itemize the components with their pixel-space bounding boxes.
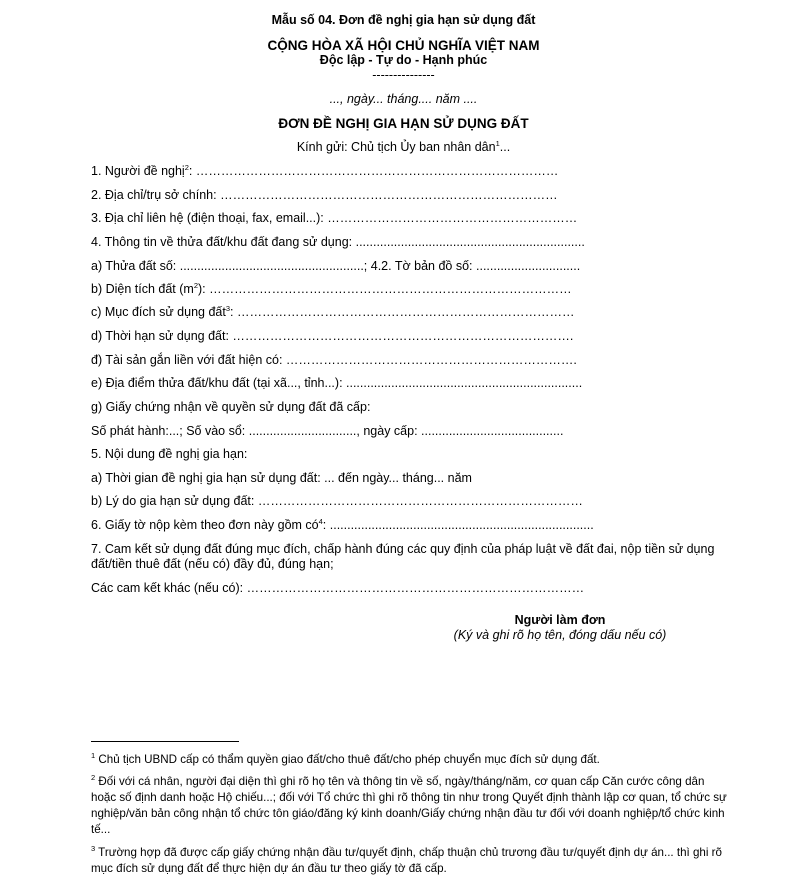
field-applicant-dots: : …………………………………………………………………………… [188,164,559,178]
field-certificate-details: Số phát hành:...; Số vào sổ: ..............................., ngày cấp: ......................................... [91,424,564,438]
header-rule: --------------- [372,68,435,82]
footnote-2-text: Đối với cá nhân, người đại diện thì ghi rõ họ tên và thông tin về số, ngày/tháng/năm, cơ quan cấp Căn cước công dân hoặc số định danh hoặc Hộ chiếu...; đối với Tổ chức thì ghi rõ thông tin như trong Quyết định thành lập cơ quan, tổ chức sự nghiệp/văn bản công nhận tổ chức tôn giáo/đăng ký kinh doanh/Giấy chứng nhận đầu tư đối với doanh nghiệp/tổ chức kinh tế... [91,775,727,836]
field-area-dots: ): …………………………………………………………………………… [198,282,572,296]
field-extension-time: a) Thời gian đề nghị gia hạn sử dụng đất: ... đến ngày... tháng... năm [91,471,472,485]
field-commitment: 7. Cam kết sử dụng đất đúng mục đích, chấp hành đúng các quy định của pháp luật về đất đai, nộp tiền sử dụng đất/tiền thuê đất (nếu có) đầy đủ, đúng hạn; [91,542,715,571]
field-land-use-dots: : ……………………………………………………………………… [230,305,575,319]
addressee-tail: ... [499,140,511,154]
field-assets: đ) Tài sản gắn liền với đất hiện có: ……………………………………………………………. [91,353,577,367]
footnote-ref-3: 3 [225,303,230,313]
field-extension-content: 5. Nội dung đề nghị gia hạn: [91,447,248,461]
field-area [91,282,572,296]
field-certificate: g) Giấy chứng nhận về quyền sử dụng đất đã cấp: [91,400,371,414]
field-extension-reason: b) Lý do gia hạn sử dụng đất: …………………………………………………………………… [91,494,583,508]
footnote-2-number: 2 [91,773,96,783]
field-area-label: b) Diện tích đất (m [91,282,194,296]
footnote-3 [91,845,731,877]
footnote-ref-4: 4 [318,516,323,526]
field-location: e) Địa điểm thửa đất/khu đất (tại xã..., tỉnh...): .................................................................... [91,376,583,390]
footnote-1-text: Chủ tịch UBND cấp có thẩm quyền giao đất/cho thuê đất/cho phép chuyển mục đích sử dụng đất. [95,753,600,766]
field-attachments-label: 6. Giấy tờ nộp kèm theo đơn này gồm có [91,518,319,532]
motto: Độc lập - Tự do - Hạnh phúc [319,53,488,67]
field-parcel-number: a) Thửa đất số: .....................................................; 4.2. Tờ bản đồ số: .............................. [91,259,581,273]
field-other-commitments: Các cam kết khác (nếu có): ……………………………………………………………………… [91,581,585,595]
field-applicant [91,164,558,178]
document-title: ĐƠN ĐỀ NGHỊ GIA HẠN SỬ DỤNG ĐẤT [278,116,529,131]
field-applicant-label: 1. Người đề nghị [91,164,185,178]
field-land-info: 4. Thông tin về thửa đất/khu đất đang sử dụng: .................................................................. [91,235,585,249]
field-attachments-dots: : ............................................................................ [322,518,594,532]
footnote-3-text: Trường hợp đã được cấp giấy chứng nhận đầu tư/quyết định, chấp thuận chủ trương đầu tư/quyết định dự án... thì ghi rõ mục đích sử dụng đất để thực hiện dự án đầu tư theo giấy tờ đã cấp. [91,846,722,875]
date-line: ..., ngày... tháng.... năm .... [329,92,478,106]
footnote-divider [91,741,239,742]
footnote-ref-2: 2 [184,162,189,172]
area-unit-sup: 2 [193,280,198,290]
addressee-text: Kính gửi: Chủ tịch Ủy ban nhân dân [296,140,496,154]
field-land-use-label: c) Mục đích sử dụng đất [91,305,226,319]
footnote-1-number: 1 [91,751,96,761]
footnote-3-number: 3 [91,844,96,854]
nation-heading: CỘNG HÒA XÃ HỘI CHỦ NGHĨA VIỆT NAM [267,38,540,53]
field-use-term: d) Thời hạn sử dụng đất: ………………………………………………………………………. [91,329,574,343]
footnote-2 [91,774,731,838]
signer-note: (Ký và ghi rõ họ tên, đóng dấu nếu có) [453,628,667,642]
footnote-1 [91,752,731,768]
addressee [0,140,807,154]
field-address: 2. Địa chỉ/trụ sở chính: ……………………………………………………………………… [91,188,558,202]
field-attachments [91,518,594,532]
form-title: Mẫu số 04. Đơn đề nghị gia hạn sử dụng đất [271,13,536,27]
footnote-ref-1: 1 [495,138,500,148]
signer-role: Người làm đơn [514,613,606,627]
field-land-use [91,305,574,319]
field-contact: 3. Địa chỉ liên hệ (điện thoại, fax, email...): …………………………………………………… [91,211,578,225]
